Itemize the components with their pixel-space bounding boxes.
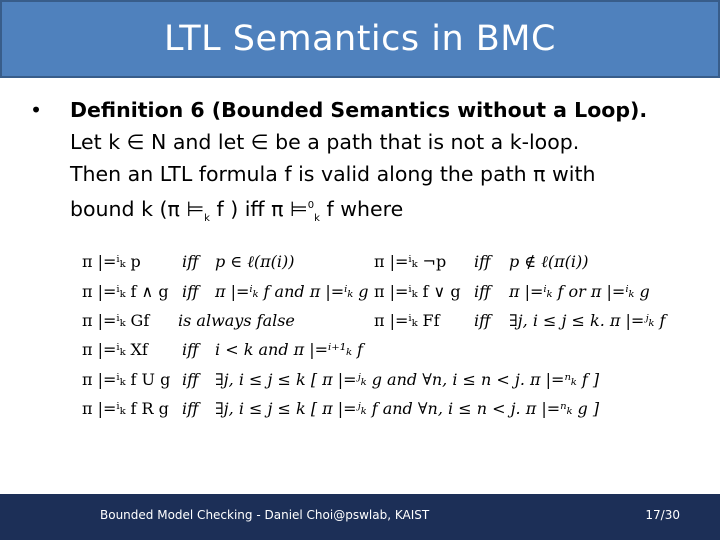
rule-and-rhs: π |=ⁱₖ f and π |=ⁱₖ g [215,282,369,301]
rule-globally-lhs: π |=ⁱₖ Gf [82,311,150,330]
rule-or-iff: iff [474,282,491,301]
rule-neg-iff: iff [474,252,491,271]
definition-heading: Definition 6 (Bounded Semantics without a Loop). [70,98,648,122]
rule-finally-iff: iff [474,311,491,330]
slide-title: LTL Semantics in BMC [164,19,556,59]
rule-or-rhs: π |=ⁱₖ f or π |=ⁱₖ g [509,282,650,301]
rule-until-iff: iff [182,370,199,389]
line4-sub-k: k [204,212,210,224]
rule-atom-rhs: p ∈ ℓ(π(i)) [215,252,295,271]
rule-finally-rhs: ∃j, i ≤ j ≤ k. π |=ʲₖ f [509,311,666,330]
line4-part-a: bound k (π ⊨ [70,196,205,221]
footer-text: Bounded Model Checking - Daniel Choi@pswlab, KAIST [100,508,430,522]
rule-and-lhs: π |=ⁱₖ f ∧ g [82,282,169,301]
rule-until-lhs: π |=ⁱₖ f U g [82,370,171,389]
rule-next-iff: iff [182,340,199,359]
rule-release-lhs: π |=ⁱₖ f R g [82,399,169,418]
rule-next-lhs: π |=ⁱₖ Xf [82,340,148,359]
line4-sub-k2: k [314,212,320,224]
rule-globally-rhs: is always false [178,311,295,330]
definition-line-3: Then an LTL formula f is valid along the path π with [70,162,596,186]
rule-or-lhs: π |=ⁱₖ f ∨ g [374,282,461,301]
rule-release-iff: iff [182,399,199,418]
rule-until-rhs: ∃j, i ≤ j ≤ k [ π |=ʲₖ g and ∀n, i ≤ n < j. π |=ⁿₖ f ] [215,370,600,389]
rule-neg-rhs: p ∉ ℓ(π(i)) [509,252,589,271]
rule-next-rhs: i < k and π |=ⁱ⁺¹ₖ f [215,340,363,359]
rule-release-rhs: ∃j, i ≤ j ≤ k [ π |=ʲₖ f and ∀n, i ≤ n < j. π |=ⁿₖ g ] [215,399,600,418]
line4-part-c: f where [319,196,404,221]
definition-line-2: Let k ∈ N and let ∈ be a path that is not a k-loop. [70,130,580,154]
line4-sup-0: 0 [307,200,315,211]
rule-finally-lhs: π |=ⁱₖ Ff [374,311,440,330]
page-number: 17/30 [645,508,680,522]
rule-and-iff: iff [182,282,199,301]
line4-part-b: f ) iff π ⊨ [209,196,308,221]
rule-neg-lhs: π |=ⁱₖ ¬p [374,252,447,271]
rule-atom-iff: iff [182,252,199,271]
bullet-icon: • [30,98,43,122]
slide-footer [0,494,720,540]
rule-atom-lhs: π |=ⁱₖ p [82,252,141,271]
